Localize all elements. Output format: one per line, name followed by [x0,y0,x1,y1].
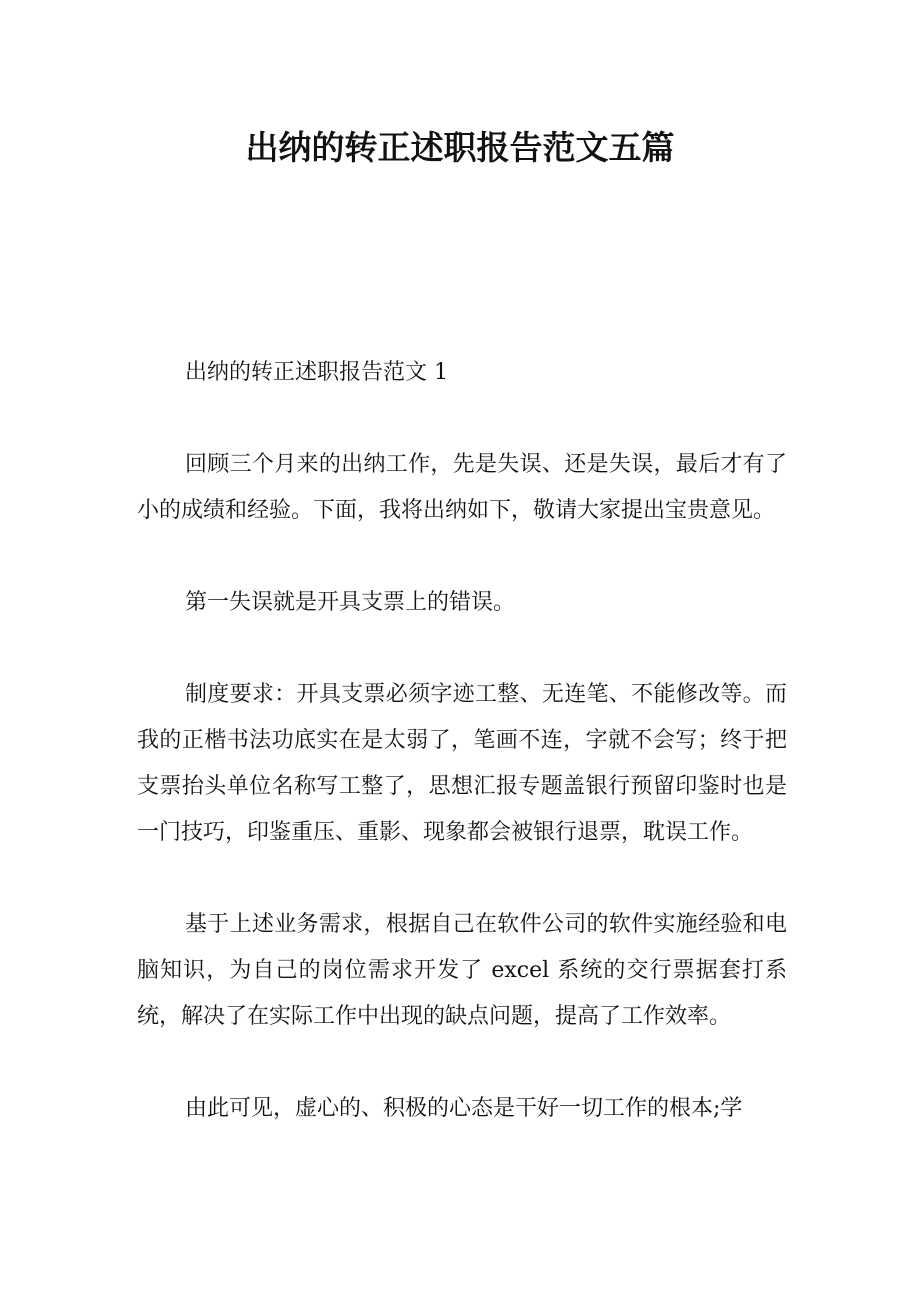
paragraph: 由此可见，虚心的、积极的心态是干好一切工作的根本;学 [185,1096,743,1121]
paragraph: 回顾三个月来的出纳工作，先是失误、还是失误，最后才有了小的成绩和经验。下面，我将出纳如下，敬请大家提出宝贵意见。 [137,452,787,523]
paragraph: 基于上述业务需求，根据自己在软件公司的软件实施经验和电脑知识，为自己的岗位需求开发了 excel 系统的交行票据套打系统，解决了在实际工作中出现的缺点问题，提高了工作效率。 [137,912,787,1029]
paragraph: 第一失误就是开具支票上的错误。 [185,590,516,615]
paragraph: 制度要求：开具支票必须字迹工整、无连笔、不能修改等。而我的正楷书法功底实在是太弱了，笔画不连，字就不会写；终于把支票抬头单位名称写工整了，思想汇报专题盖银行预留印鉴时也是一门技巧，印鉴重压、重影、现象都会被银行退票，耽误工作。 [137,682,787,845]
document-title: 出纳的转正述职报告范文五篇 [245,128,675,167]
section-heading: 出纳的转正述职报告范文 1 [185,360,448,385]
document-body [137,350,787,1178]
